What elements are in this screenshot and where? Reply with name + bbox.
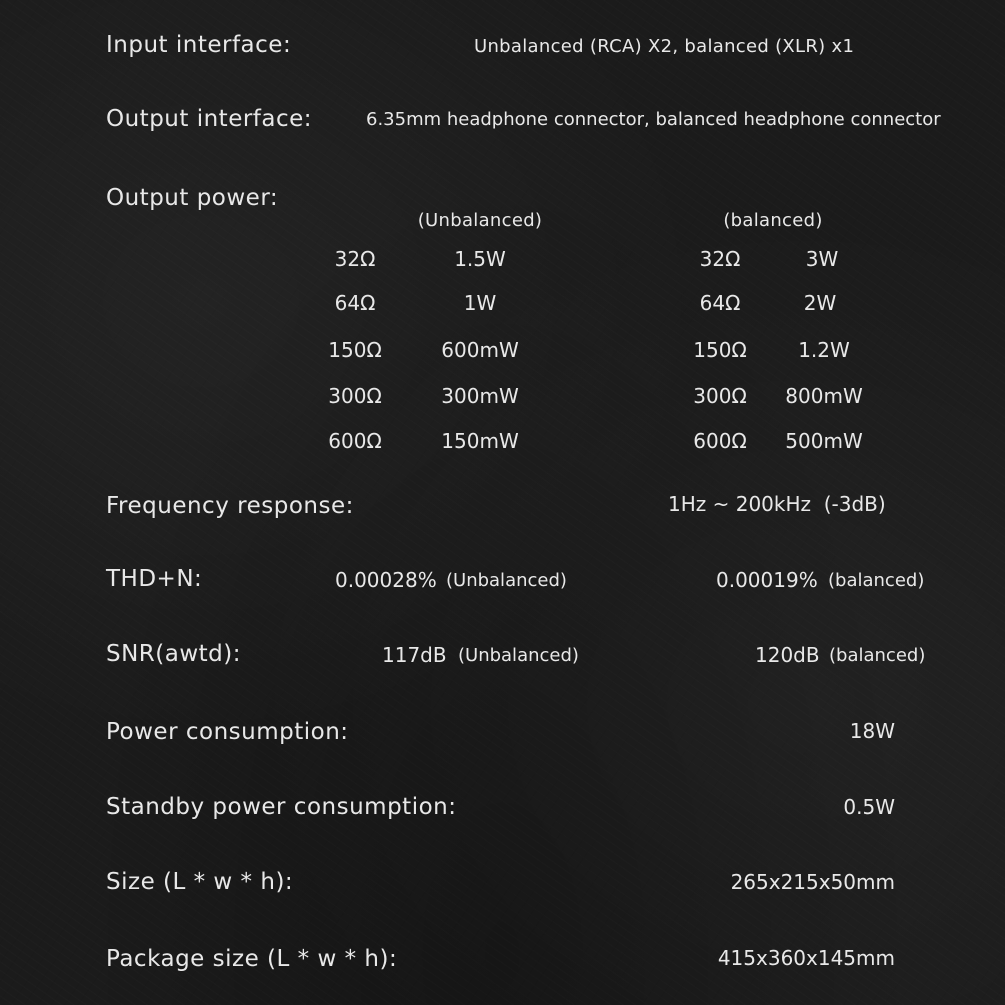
snr-unbalanced-note: (Unbalanced): [458, 645, 579, 666]
unbalanced-column-header: (Unbalanced): [417, 210, 543, 231]
standby-power-value: 0.5W: [843, 795, 895, 819]
package-size-label: Package size (L * w * h):: [106, 946, 398, 972]
input-interface-label: Input interface:: [106, 32, 292, 58]
unbalanced-power: 1.5W: [454, 247, 506, 271]
balanced-power: 3W: [805, 247, 839, 271]
balanced-impedance: 150Ω: [693, 338, 747, 362]
power-consumption-label: Power consumption:: [106, 719, 349, 745]
output-power-label: Output power:: [106, 185, 279, 211]
thd-n-balanced-note: (balanced): [828, 570, 925, 591]
thd-n-unbalanced-note: (Unbalanced): [446, 570, 567, 591]
balanced-power: 500mW: [785, 429, 863, 453]
balanced-impedance: 600Ω: [693, 429, 747, 453]
output-interface-label: Output interface:: [106, 106, 313, 132]
frequency-response-label: Frequency response:: [106, 493, 354, 519]
balanced-power: 1.2W: [798, 338, 850, 362]
standby-power-label: Standby power consumption:: [106, 794, 457, 820]
balanced-impedance: 32Ω: [699, 247, 741, 271]
unbalanced-impedance: 300Ω: [328, 384, 382, 408]
size-value: 265x215x50mm: [730, 870, 895, 894]
unbalanced-impedance: 64Ω: [334, 291, 376, 315]
thd-n-balanced-value: 0.00019%: [716, 568, 818, 592]
balanced-impedance: 64Ω: [699, 291, 741, 315]
thd-n-label: THD+N:: [106, 566, 203, 592]
balanced-column-header: (balanced): [723, 210, 823, 231]
unbalanced-power: 300mW: [441, 384, 519, 408]
balanced-power: 800mW: [785, 384, 863, 408]
input-interface-value: Unbalanced (RCA) X2, balanced (XLR) x1: [474, 36, 855, 57]
unbalanced-power: 150mW: [441, 429, 519, 453]
unbalanced-impedance: 600Ω: [328, 429, 382, 453]
unbalanced-power: 1W: [463, 291, 497, 315]
snr-balanced-value: 120dB: [755, 643, 820, 667]
balanced-impedance: 300Ω: [693, 384, 747, 408]
unbalanced-impedance: 150Ω: [328, 338, 382, 362]
balanced-power: 2W: [803, 291, 837, 315]
snr-label: SNR(awtd):: [106, 641, 242, 667]
snr-balanced-note: (balanced): [829, 645, 926, 666]
size-label: Size (L * w * h):: [106, 869, 294, 895]
thd-n-unbalanced-value: 0.00028%: [335, 568, 437, 592]
power-consumption-value: 18W: [849, 719, 895, 743]
unbalanced-impedance: 32Ω: [334, 247, 376, 271]
package-size-value: 415x360x145mm: [717, 946, 895, 970]
snr-unbalanced-value: 117dB: [382, 643, 447, 667]
unbalanced-power: 600mW: [441, 338, 519, 362]
frequency-response-value: 1Hz ~ 200kHz (-3dB): [668, 492, 886, 516]
output-interface-value: 6.35mm headphone connector, balanced headphone connector: [366, 109, 941, 130]
